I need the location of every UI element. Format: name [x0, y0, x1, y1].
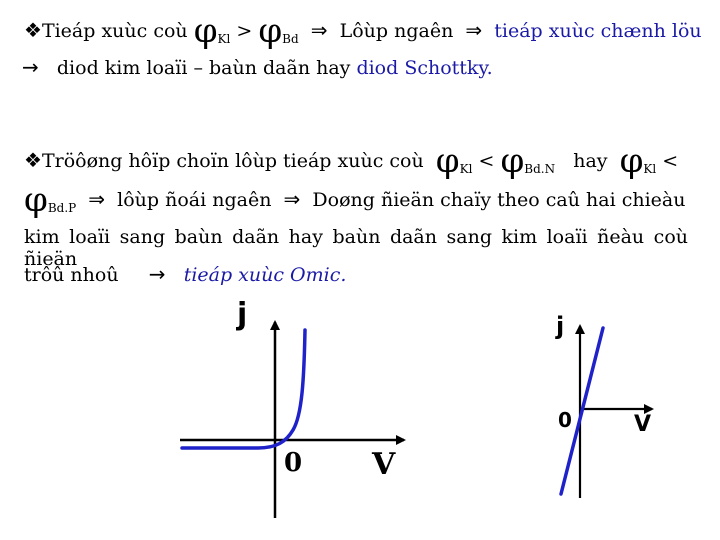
gt-symbol: >: [236, 20, 253, 42]
phi-symbol: φ: [258, 11, 283, 51]
para1-text1: Tieáp xuùc coù: [41, 20, 188, 42]
right-origin-label: 0: [558, 408, 572, 432]
lt-symbol: <: [662, 150, 679, 172]
para2-text1: Tröôøng hôïp choïn lôùp tieáp xuùc coù: [41, 150, 424, 172]
phi-symbol: φ: [435, 141, 460, 181]
bullet-icon: ❖: [24, 148, 39, 172]
implies-arrow-icon: ⇒: [283, 187, 301, 211]
para2-text7: tieáp xuùc Omic.: [183, 264, 347, 286]
implies-arrow-icon: ⇒: [465, 18, 483, 42]
para2-text6: trôû nhoû: [24, 264, 119, 286]
right-y-label: j: [556, 312, 565, 340]
para2-text2: hay: [573, 150, 608, 172]
para1-text4: diod kim loaïi – baùn daãn hay: [56, 57, 351, 79]
sub-bd: Bd: [282, 32, 299, 46]
left-diode-curve: [182, 330, 305, 448]
para2-text5: kim loaïi sang baùn daãn hay baùn daãn sang kim loaïi ñeàu coù ñieän: [24, 226, 688, 270]
sub-bdn: Bd.N: [524, 162, 556, 176]
sub-kl: Kl: [459, 162, 473, 176]
para1-text5: diod Schottky.: [356, 57, 493, 79]
sub-kl: Kl: [217, 32, 231, 46]
left-x-label: V: [372, 447, 396, 482]
phi-symbol: φ: [619, 141, 644, 181]
para2-text4: Doøng ñieän chaïy theo caû hai chieàu: [312, 189, 686, 211]
phi-symbol: φ: [193, 11, 218, 51]
para2-text3: lôùp ñoái ngaên: [117, 189, 272, 211]
lt-symbol: <: [478, 150, 495, 172]
right-arrow-icon: →: [22, 55, 39, 79]
sub-bdp: Bd.P: [47, 201, 77, 215]
para1-text2: Lôùp ngaên: [339, 20, 454, 42]
right-x-label: V: [634, 412, 652, 437]
phi-symbol: φ: [24, 180, 48, 220]
implies-arrow-icon: ⇒: [88, 187, 106, 211]
implies-arrow-icon: ⇒: [310, 18, 328, 42]
phi-symbol: φ: [500, 141, 525, 181]
bullet-icon: ❖: [24, 18, 39, 42]
right-arrow-icon: →: [148, 262, 166, 286]
left-y-label: j: [237, 297, 248, 332]
sub-kl: Kl: [643, 162, 657, 176]
left-origin-label: 0: [284, 448, 303, 478]
para1-text3: tieáp xuùc chænh löu: [494, 20, 702, 42]
